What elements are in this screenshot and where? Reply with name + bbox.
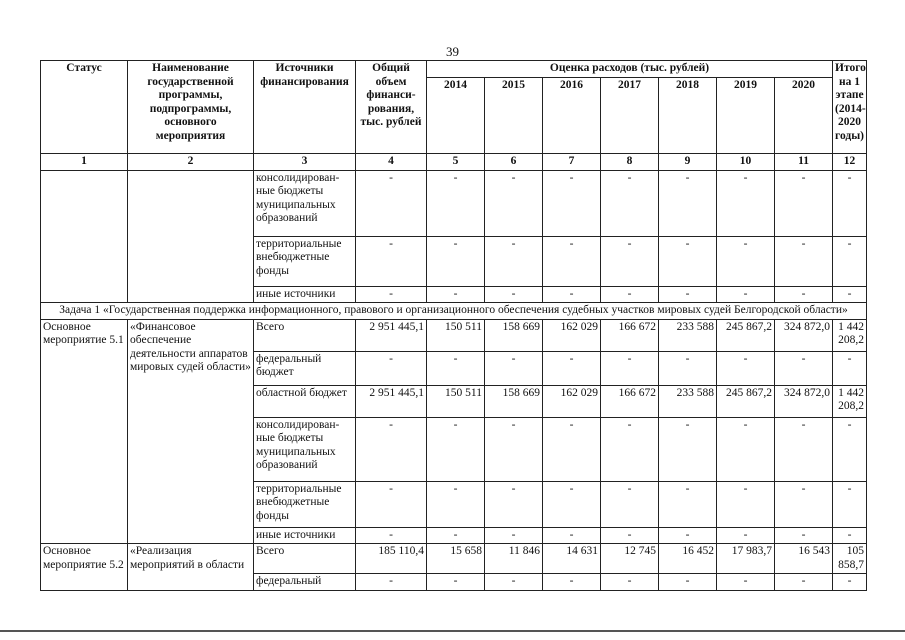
- value-cell: -: [833, 574, 867, 591]
- value-cell: -: [427, 236, 485, 286]
- value-cell: -: [485, 481, 543, 527]
- value-cell: -: [356, 574, 427, 591]
- value-cell: 17 983,7: [717, 544, 775, 574]
- value-cell: 16 543: [775, 544, 833, 574]
- column-number: 3: [254, 153, 356, 170]
- value-cell: -: [485, 170, 543, 236]
- value-cell: -: [717, 236, 775, 286]
- value-cell: -: [775, 417, 833, 481]
- source-cell: федеральный бюджет: [254, 351, 356, 385]
- value-cell: -: [659, 170, 717, 236]
- value-cell: -: [427, 170, 485, 236]
- value-cell: -: [356, 481, 427, 527]
- header-year: 2015: [485, 77, 543, 153]
- value-cell: -: [833, 527, 867, 544]
- value-cell: -: [427, 574, 485, 591]
- header-year: 2020: [775, 77, 833, 153]
- value-cell: -: [427, 351, 485, 385]
- value-cell: 11 846: [485, 544, 543, 574]
- value-cell: -: [717, 574, 775, 591]
- source-cell: областной бюджет: [254, 385, 356, 417]
- value-cell: 324 872,0: [775, 319, 833, 351]
- value-cell: 1 442 208,2: [833, 385, 867, 417]
- value-cell: -: [601, 481, 659, 527]
- budget-table: [40, 60, 867, 591]
- value-cell: -: [833, 351, 867, 385]
- value-cell: -: [659, 481, 717, 527]
- task-row: [41, 303, 867, 320]
- value-cell: 12 745: [601, 544, 659, 574]
- source-cell: территориальные внебюджетные фонды: [254, 236, 356, 286]
- table-row: [41, 544, 867, 574]
- value-cell: -: [659, 574, 717, 591]
- source-cell: иные источники: [254, 527, 356, 544]
- header-total-stage: Итого на 1 этапе (2014-2020 годы): [833, 61, 867, 154]
- value-cell: -: [356, 170, 427, 236]
- value-cell: -: [833, 170, 867, 236]
- value-cell: -: [485, 286, 543, 303]
- value-cell: 233 588: [659, 319, 717, 351]
- header-sources: Источники финансирования: [254, 61, 356, 154]
- value-cell: -: [717, 170, 775, 236]
- value-cell: -: [659, 417, 717, 481]
- source-cell: территориальные внебюджетные фонды: [254, 481, 356, 527]
- value-cell: 185 110,4: [356, 544, 427, 574]
- value-cell: -: [356, 286, 427, 303]
- value-cell: 14 631: [543, 544, 601, 574]
- header-expense-estimate: Оценка расходов (тыс. рублей): [427, 61, 833, 78]
- measure-status: Основное мероприятие 5.2: [41, 544, 128, 591]
- value-cell: -: [659, 527, 717, 544]
- value-cell: -: [543, 527, 601, 544]
- value-cell: 158 669: [485, 319, 543, 351]
- value-cell: 162 029: [543, 319, 601, 351]
- value-cell: -: [717, 527, 775, 544]
- name-cell: [128, 170, 254, 303]
- page-bottom-rule: [0, 630, 905, 632]
- status-cell: [41, 170, 128, 303]
- value-cell: 1 442 208,2: [833, 319, 867, 351]
- column-number: 12: [833, 153, 867, 170]
- value-cell: -: [659, 351, 717, 385]
- value-cell: -: [717, 481, 775, 527]
- value-cell: -: [717, 286, 775, 303]
- column-number: 11: [775, 153, 833, 170]
- task-title: Задача 1 «Государственная поддержка информационного, правового и организационного обеспечения судебных участков мировых судей Белгородской области»: [41, 303, 867, 320]
- value-cell: -: [543, 236, 601, 286]
- value-cell: -: [601, 286, 659, 303]
- source-cell: Всего: [254, 319, 356, 351]
- value-cell: 158 669: [485, 385, 543, 417]
- value-cell: -: [601, 527, 659, 544]
- value-cell: -: [833, 236, 867, 286]
- column-number: 6: [485, 153, 543, 170]
- value-cell: -: [833, 286, 867, 303]
- value-cell: 150 511: [427, 319, 485, 351]
- value-cell: 233 588: [659, 385, 717, 417]
- value-cell: -: [356, 417, 427, 481]
- value-cell: -: [601, 574, 659, 591]
- value-cell: 2 951 445,1: [356, 385, 427, 417]
- value-cell: 2 951 445,1: [356, 319, 427, 351]
- source-cell: консолидирован-ные бюджеты муниципальных образований: [254, 170, 356, 236]
- value-cell: -: [601, 417, 659, 481]
- header-year: 2016: [543, 77, 601, 153]
- value-cell: 15 658: [427, 544, 485, 574]
- value-cell: -: [543, 351, 601, 385]
- value-cell: -: [775, 481, 833, 527]
- value-cell: -: [775, 574, 833, 591]
- column-number: 8: [601, 153, 659, 170]
- measure-name: «Реализация мероприятий в области: [128, 544, 254, 591]
- value-cell: -: [717, 417, 775, 481]
- value-cell: -: [833, 417, 867, 481]
- value-cell: 324 872,0: [775, 385, 833, 417]
- value-cell: -: [356, 236, 427, 286]
- value-cell: -: [485, 574, 543, 591]
- value-cell: -: [485, 236, 543, 286]
- value-cell: 162 029: [543, 385, 601, 417]
- column-number: 4: [356, 153, 427, 170]
- value-cell: -: [543, 417, 601, 481]
- value-cell: -: [485, 351, 543, 385]
- value-cell: -: [775, 351, 833, 385]
- source-cell: иные источники: [254, 286, 356, 303]
- header-year: 2018: [659, 77, 717, 153]
- value-cell: -: [427, 286, 485, 303]
- column-number: 1: [41, 153, 128, 170]
- value-cell: -: [356, 351, 427, 385]
- value-cell: -: [659, 286, 717, 303]
- header-status: Статус: [41, 61, 128, 154]
- column-number: 7: [543, 153, 601, 170]
- value-cell: -: [543, 574, 601, 591]
- value-cell: -: [775, 527, 833, 544]
- value-cell: -: [427, 481, 485, 527]
- header-year: 2019: [717, 77, 775, 153]
- source-cell: консолидирован-ные бюджеты муниципальных образований: [254, 417, 356, 481]
- measure-status: Основное мероприятие 5.1: [41, 319, 128, 544]
- column-number: 5: [427, 153, 485, 170]
- value-cell: 166 672: [601, 385, 659, 417]
- column-number: 9: [659, 153, 717, 170]
- value-cell: -: [775, 170, 833, 236]
- table-row: [41, 319, 867, 351]
- value-cell: -: [775, 236, 833, 286]
- source-cell: Всего: [254, 544, 356, 574]
- measure-name: «Финансовое обеспечение деятельности аппаратов мировых судей области»: [128, 319, 254, 544]
- value-cell: 105 858,7: [833, 544, 867, 574]
- value-cell: -: [356, 527, 427, 544]
- value-cell: -: [717, 351, 775, 385]
- source-cell: федеральный: [254, 574, 356, 591]
- header-year: 2014: [427, 77, 485, 153]
- header-total-volume: Общий объем финанси-рования, тыс. рублей: [356, 61, 427, 154]
- value-cell: -: [601, 351, 659, 385]
- value-cell: 166 672: [601, 319, 659, 351]
- value-cell: -: [601, 236, 659, 286]
- header-program-name: Наименование государственной программы, подпрограммы, основного мероприятия: [128, 61, 254, 154]
- column-number: 2: [128, 153, 254, 170]
- table-row: [41, 170, 867, 236]
- value-cell: -: [427, 417, 485, 481]
- column-number: 10: [717, 153, 775, 170]
- value-cell: 245 867,2: [717, 319, 775, 351]
- value-cell: -: [833, 481, 867, 527]
- value-cell: -: [543, 481, 601, 527]
- header-year: 2017: [601, 77, 659, 153]
- value-cell: 16 452: [659, 544, 717, 574]
- column-number-row: [41, 153, 867, 170]
- value-cell: -: [543, 286, 601, 303]
- value-cell: 245 867,2: [717, 385, 775, 417]
- value-cell: -: [485, 527, 543, 544]
- value-cell: -: [485, 417, 543, 481]
- value-cell: -: [427, 527, 485, 544]
- value-cell: -: [659, 236, 717, 286]
- page-number: 39: [446, 44, 459, 59]
- value-cell: -: [601, 170, 659, 236]
- value-cell: -: [543, 170, 601, 236]
- value-cell: -: [775, 286, 833, 303]
- value-cell: 150 511: [427, 385, 485, 417]
